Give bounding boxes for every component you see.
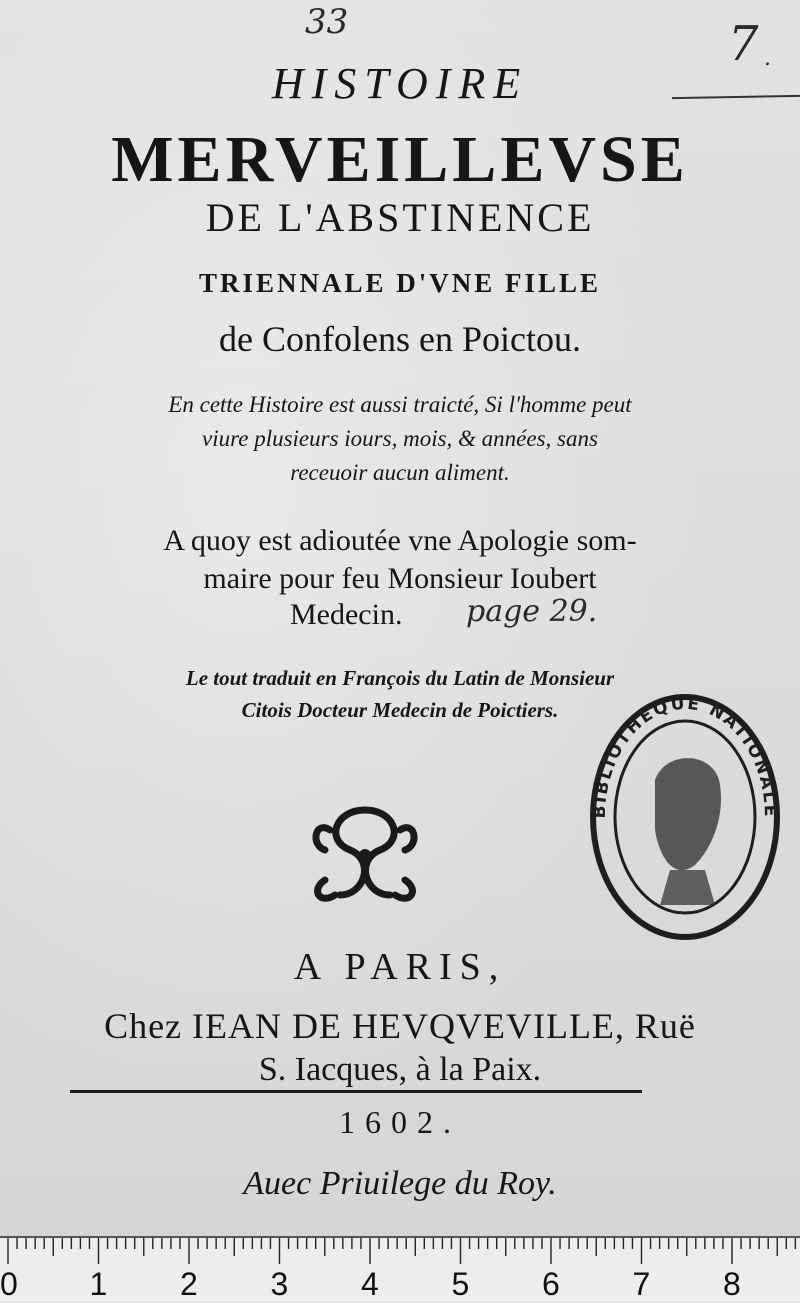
ruler-number: 5 <box>451 1266 470 1302</box>
subtitle-line: En cette Histoire est aussi traicté, Si l'homme peut <box>168 392 632 417</box>
subtitle-line: receuoir aucun aliment. <box>290 460 510 485</box>
ruler-number: 1 <box>89 1266 108 1302</box>
imprint-year: 1602. <box>339 1104 461 1140</box>
translation-line: Le tout traduit en François du Latin de Monsieur <box>185 666 615 690</box>
title-line-5: de Confolens en Poictou. <box>219 319 581 359</box>
subtitle-paragraph <box>0 388 800 490</box>
addition-last-line: Medecin. <box>290 598 403 631</box>
ruler-number: 6 <box>542 1266 560 1302</box>
ruler-number: 7 <box>632 1266 651 1302</box>
imprint-publisher: Chez IEAN DE HEVQVEVILLE, Ruë <box>104 1006 696 1046</box>
title-line-1: HISTOIRE <box>271 59 529 108</box>
title-line-4: TRIENNALE D'VNE FILLE <box>198 268 602 298</box>
ruler-number: 3 <box>270 1266 289 1302</box>
ruler-number: 0 <box>0 1266 18 1302</box>
ruler-number: 2 <box>180 1266 198 1302</box>
addition-paragraph <box>0 522 800 598</box>
folio-number: 33 <box>305 2 349 42</box>
subtitle-line: viure plusieurs iours, mois, & années, sans <box>202 426 598 451</box>
imprint-city: A PARIS, <box>293 946 507 988</box>
measurement-ruler <box>0 1236 800 1302</box>
library-stamp-icon <box>585 690 785 945</box>
ruler-number: 8 <box>723 1266 741 1302</box>
shelf-mark-dot: . <box>764 46 771 71</box>
translation-line: Citois Docteur Medecin de Poictiers. <box>241 698 559 722</box>
handwritten-page-note: page 29. <box>466 594 598 629</box>
addition-line: A quoy est adioutée vne Apologie som- <box>163 524 637 557</box>
privilege-line: Auec Priuilege du Roy. <box>243 1165 557 1202</box>
imprint-rule <box>70 1090 642 1093</box>
ruler-number: 4 <box>361 1266 379 1302</box>
title-line-2: MERVEILLEVSE <box>111 123 689 196</box>
imprint-address: S. Iacques, à la Paix. <box>258 1051 542 1088</box>
ruler-ticks <box>0 1238 800 1302</box>
addition-line: maire pour feu Monsieur Ioubert <box>203 562 597 595</box>
printer-ornament-icon <box>305 800 425 910</box>
title-line-3: DE L'ABSTINENCE <box>205 195 595 240</box>
shelf-mark: 7 <box>728 16 759 72</box>
stamp-text: BIBLIOTHEQUE NATIONALE <box>589 693 781 819</box>
